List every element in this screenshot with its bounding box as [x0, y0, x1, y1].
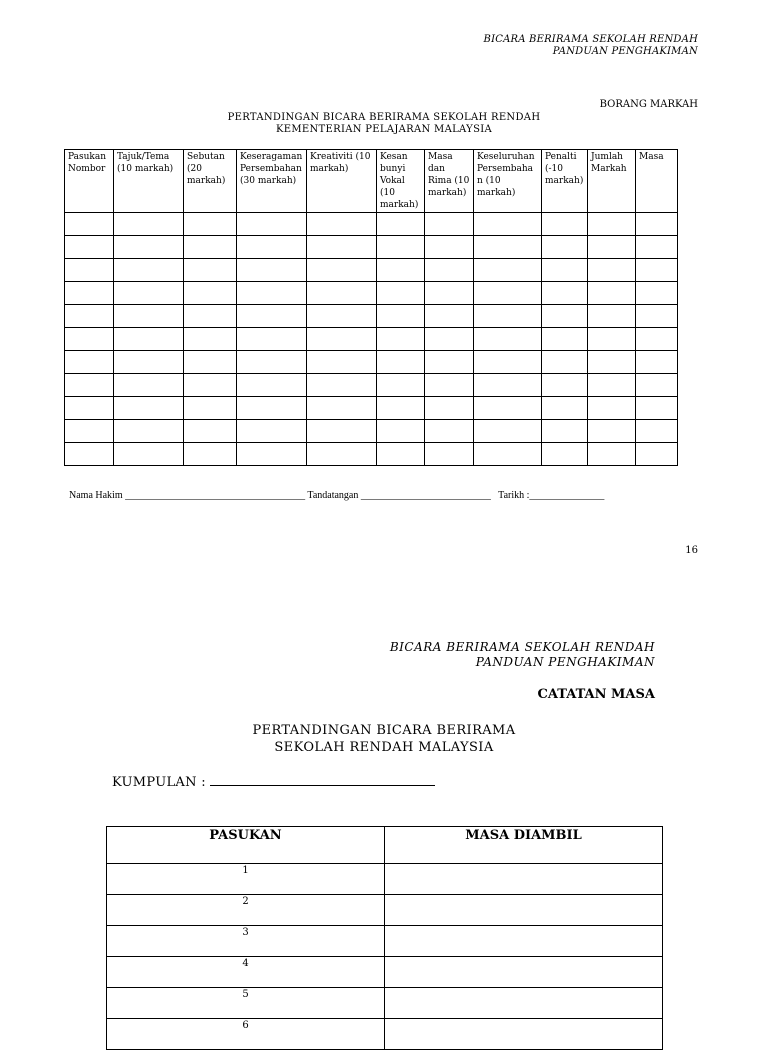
section-title: CATATAN MASA	[537, 687, 655, 702]
empty-cell	[237, 282, 307, 305]
header-cell-tajuk: Tajuk/Tema (10 markah)	[114, 150, 184, 213]
empty-cell	[474, 282, 542, 305]
empty-cell	[425, 236, 474, 259]
empty-cell	[474, 305, 542, 328]
page2-title-line1: PERTANDINGAN BICARA BERIRAMA	[252, 723, 516, 738]
empty-cell	[307, 420, 377, 443]
empty-cell	[542, 259, 588, 282]
empty-cell	[237, 259, 307, 282]
table-row	[65, 397, 678, 420]
empty-cell	[425, 328, 474, 351]
table-row	[107, 895, 663, 926]
empty-cell	[184, 443, 237, 466]
table-row	[65, 328, 678, 351]
empty-cell	[184, 282, 237, 305]
empty-cell	[588, 282, 636, 305]
empty-cell	[474, 328, 542, 351]
header-cell-kreativiti: Kreativiti (10 markah)	[307, 150, 377, 213]
empty-cell	[542, 397, 588, 420]
empty-cell	[184, 305, 237, 328]
empty-cell	[237, 305, 307, 328]
empty-cell	[377, 213, 425, 236]
empty-cell	[307, 374, 377, 397]
empty-cell	[307, 236, 377, 259]
empty-cell	[425, 351, 474, 374]
score-table-header-row	[65, 150, 678, 213]
empty-cell	[377, 351, 425, 374]
empty-cell	[425, 397, 474, 420]
header-cell-pasukan: Pasukan Nombor	[65, 150, 114, 213]
empty-cell	[474, 213, 542, 236]
empty-cell	[588, 259, 636, 282]
empty-cell	[588, 374, 636, 397]
empty-cell	[588, 420, 636, 443]
empty-cell	[588, 328, 636, 351]
empty-cell	[307, 213, 377, 236]
table-row	[65, 259, 678, 282]
masa-diambil-cell	[385, 957, 663, 988]
document-header-line1: BICARA BERIRAMA SEKOLAH RENDAH	[483, 34, 698, 45]
empty-cell	[377, 305, 425, 328]
empty-cell	[377, 397, 425, 420]
header-cell-sebutan: Sebutan (20 markah)	[184, 150, 237, 213]
empty-cell	[425, 213, 474, 236]
empty-cell	[114, 443, 184, 466]
table-row	[65, 213, 678, 236]
table-row	[65, 351, 678, 374]
empty-cell	[474, 351, 542, 374]
header-cell-penalti: Penalti (-10 markah)	[542, 150, 588, 213]
empty-cell	[636, 328, 678, 351]
empty-cell	[184, 236, 237, 259]
header-cell-kesan-bunyi: Kesan bunyi Vokal (10 markah)	[377, 150, 425, 213]
header-cell-masa-rima: Masa dan Rima (10 markah)	[425, 150, 474, 213]
empty-cell	[377, 282, 425, 305]
form-title-line2: KEMENTERIAN PELAJARAN MALAYSIA	[275, 124, 492, 135]
empty-cell	[542, 420, 588, 443]
empty-cell	[474, 443, 542, 466]
empty-cell	[542, 282, 588, 305]
empty-cell	[425, 420, 474, 443]
empty-cell	[636, 420, 678, 443]
empty-cell	[377, 443, 425, 466]
header-cell-keseluruhan: Keseluruhan Persembaha n (10 markah)	[474, 150, 542, 213]
pasukan-number-cell: 2	[107, 895, 385, 926]
empty-cell	[377, 236, 425, 259]
empty-cell	[184, 374, 237, 397]
table-row	[65, 305, 678, 328]
page-number: 16	[685, 545, 698, 556]
empty-cell	[65, 328, 114, 351]
table-row	[107, 926, 663, 957]
masa-diambil-cell	[385, 864, 663, 895]
empty-cell	[184, 213, 237, 236]
empty-cell	[474, 374, 542, 397]
pasukan-number-cell: 6	[107, 1019, 385, 1050]
table-row	[65, 282, 678, 305]
empty-cell	[65, 420, 114, 443]
page2-title-line2: SEKOLAH RENDAH MALAYSIA	[274, 740, 494, 755]
empty-cell	[636, 374, 678, 397]
empty-cell	[184, 397, 237, 420]
empty-cell	[237, 213, 307, 236]
empty-cell	[114, 305, 184, 328]
header-cell-pasukan-2: PASUKAN	[107, 827, 385, 864]
time-table-header-row	[107, 827, 663, 864]
header-cell-jumlah: Jumlah Markah	[588, 150, 636, 213]
empty-cell	[636, 351, 678, 374]
empty-cell	[377, 374, 425, 397]
empty-cell	[114, 397, 184, 420]
header-cell-masa-diambil: MASA DIAMBIL	[385, 827, 663, 864]
empty-cell	[588, 236, 636, 259]
masa-diambil-cell	[385, 895, 663, 926]
empty-cell	[65, 282, 114, 305]
pasukan-number-cell: 4	[107, 957, 385, 988]
empty-cell	[65, 305, 114, 328]
empty-cell	[237, 236, 307, 259]
empty-cell	[114, 236, 184, 259]
empty-cell	[474, 397, 542, 420]
empty-cell	[65, 374, 114, 397]
empty-cell	[65, 213, 114, 236]
empty-cell	[377, 259, 425, 282]
empty-cell	[377, 420, 425, 443]
empty-cell	[65, 351, 114, 374]
empty-cell	[114, 282, 184, 305]
empty-cell	[636, 397, 678, 420]
pasukan-number-cell: 5	[107, 988, 385, 1019]
empty-cell	[237, 351, 307, 374]
empty-cell	[542, 374, 588, 397]
empty-cell	[114, 374, 184, 397]
empty-cell	[307, 328, 377, 351]
empty-cell	[542, 328, 588, 351]
empty-cell	[307, 305, 377, 328]
empty-cell	[636, 443, 678, 466]
empty-cell	[425, 443, 474, 466]
empty-cell	[542, 236, 588, 259]
empty-cell	[542, 351, 588, 374]
empty-cell	[184, 328, 237, 351]
signature-line: Nama Hakim ____________________________________ Tandatangan __________________________ Tarikh :_______________	[69, 490, 605, 501]
empty-cell	[474, 259, 542, 282]
empty-cell	[307, 443, 377, 466]
empty-cell	[588, 213, 636, 236]
empty-cell	[184, 420, 237, 443]
empty-cell	[114, 213, 184, 236]
page2-header-line1: BICARA BERIRAMA SEKOLAH RENDAH	[389, 640, 655, 654]
table-row	[107, 1019, 663, 1050]
masa-diambil-cell	[385, 988, 663, 1019]
empty-cell	[237, 420, 307, 443]
empty-cell	[474, 420, 542, 443]
empty-cell	[237, 397, 307, 420]
empty-cell	[425, 305, 474, 328]
table-row	[107, 864, 663, 895]
pasukan-number-cell: 3	[107, 926, 385, 957]
table-row	[65, 236, 678, 259]
empty-cell	[542, 305, 588, 328]
empty-cell	[237, 443, 307, 466]
masa-diambil-cell	[385, 926, 663, 957]
empty-cell	[425, 259, 474, 282]
empty-cell	[237, 328, 307, 351]
empty-cell	[184, 259, 237, 282]
empty-cell	[588, 443, 636, 466]
table-row	[65, 443, 678, 466]
empty-cell	[307, 397, 377, 420]
pasukan-number-cell: 1	[107, 864, 385, 895]
empty-cell	[588, 397, 636, 420]
empty-cell	[636, 213, 678, 236]
empty-cell	[65, 259, 114, 282]
page2-header-line2: PANDUAN PENGHAKIMAN	[475, 655, 655, 669]
empty-cell	[636, 282, 678, 305]
empty-cell	[425, 374, 474, 397]
empty-cell	[636, 259, 678, 282]
kumpulan-blank-line	[210, 773, 435, 786]
empty-cell	[307, 351, 377, 374]
empty-cell	[474, 236, 542, 259]
empty-cell	[114, 351, 184, 374]
document-header-line2: PANDUAN PENGHAKIMAN	[552, 46, 698, 57]
empty-cell	[65, 236, 114, 259]
header-cell-keseragaman: Keseragaman Persembahan (30 markah)	[237, 150, 307, 213]
header-cell-masa: Masa	[636, 150, 678, 213]
empty-cell	[542, 443, 588, 466]
empty-cell	[588, 305, 636, 328]
empty-cell	[114, 328, 184, 351]
empty-cell	[425, 282, 474, 305]
empty-cell	[114, 259, 184, 282]
masa-diambil-cell	[385, 1019, 663, 1050]
empty-cell	[588, 351, 636, 374]
form-title-line1: PERTANDINGAN BICARA BERIRAMA SEKOLAH RENDAH	[227, 112, 541, 123]
kumpulan-label: KUMPULAN :	[112, 775, 211, 790]
table-row	[107, 988, 663, 1019]
time-table	[106, 826, 663, 1050]
empty-cell	[542, 213, 588, 236]
empty-cell	[636, 236, 678, 259]
empty-cell	[636, 305, 678, 328]
empty-cell	[307, 282, 377, 305]
kumpulan-field	[112, 773, 435, 790]
empty-cell	[307, 259, 377, 282]
empty-cell	[65, 443, 114, 466]
table-row	[65, 374, 678, 397]
score-table	[64, 149, 678, 466]
table-row	[65, 420, 678, 443]
form-type-label: BORANG MARKAH	[599, 99, 698, 110]
empty-cell	[377, 328, 425, 351]
empty-cell	[184, 351, 237, 374]
empty-cell	[114, 420, 184, 443]
empty-cell	[65, 397, 114, 420]
empty-cell	[237, 374, 307, 397]
table-row	[107, 957, 663, 988]
